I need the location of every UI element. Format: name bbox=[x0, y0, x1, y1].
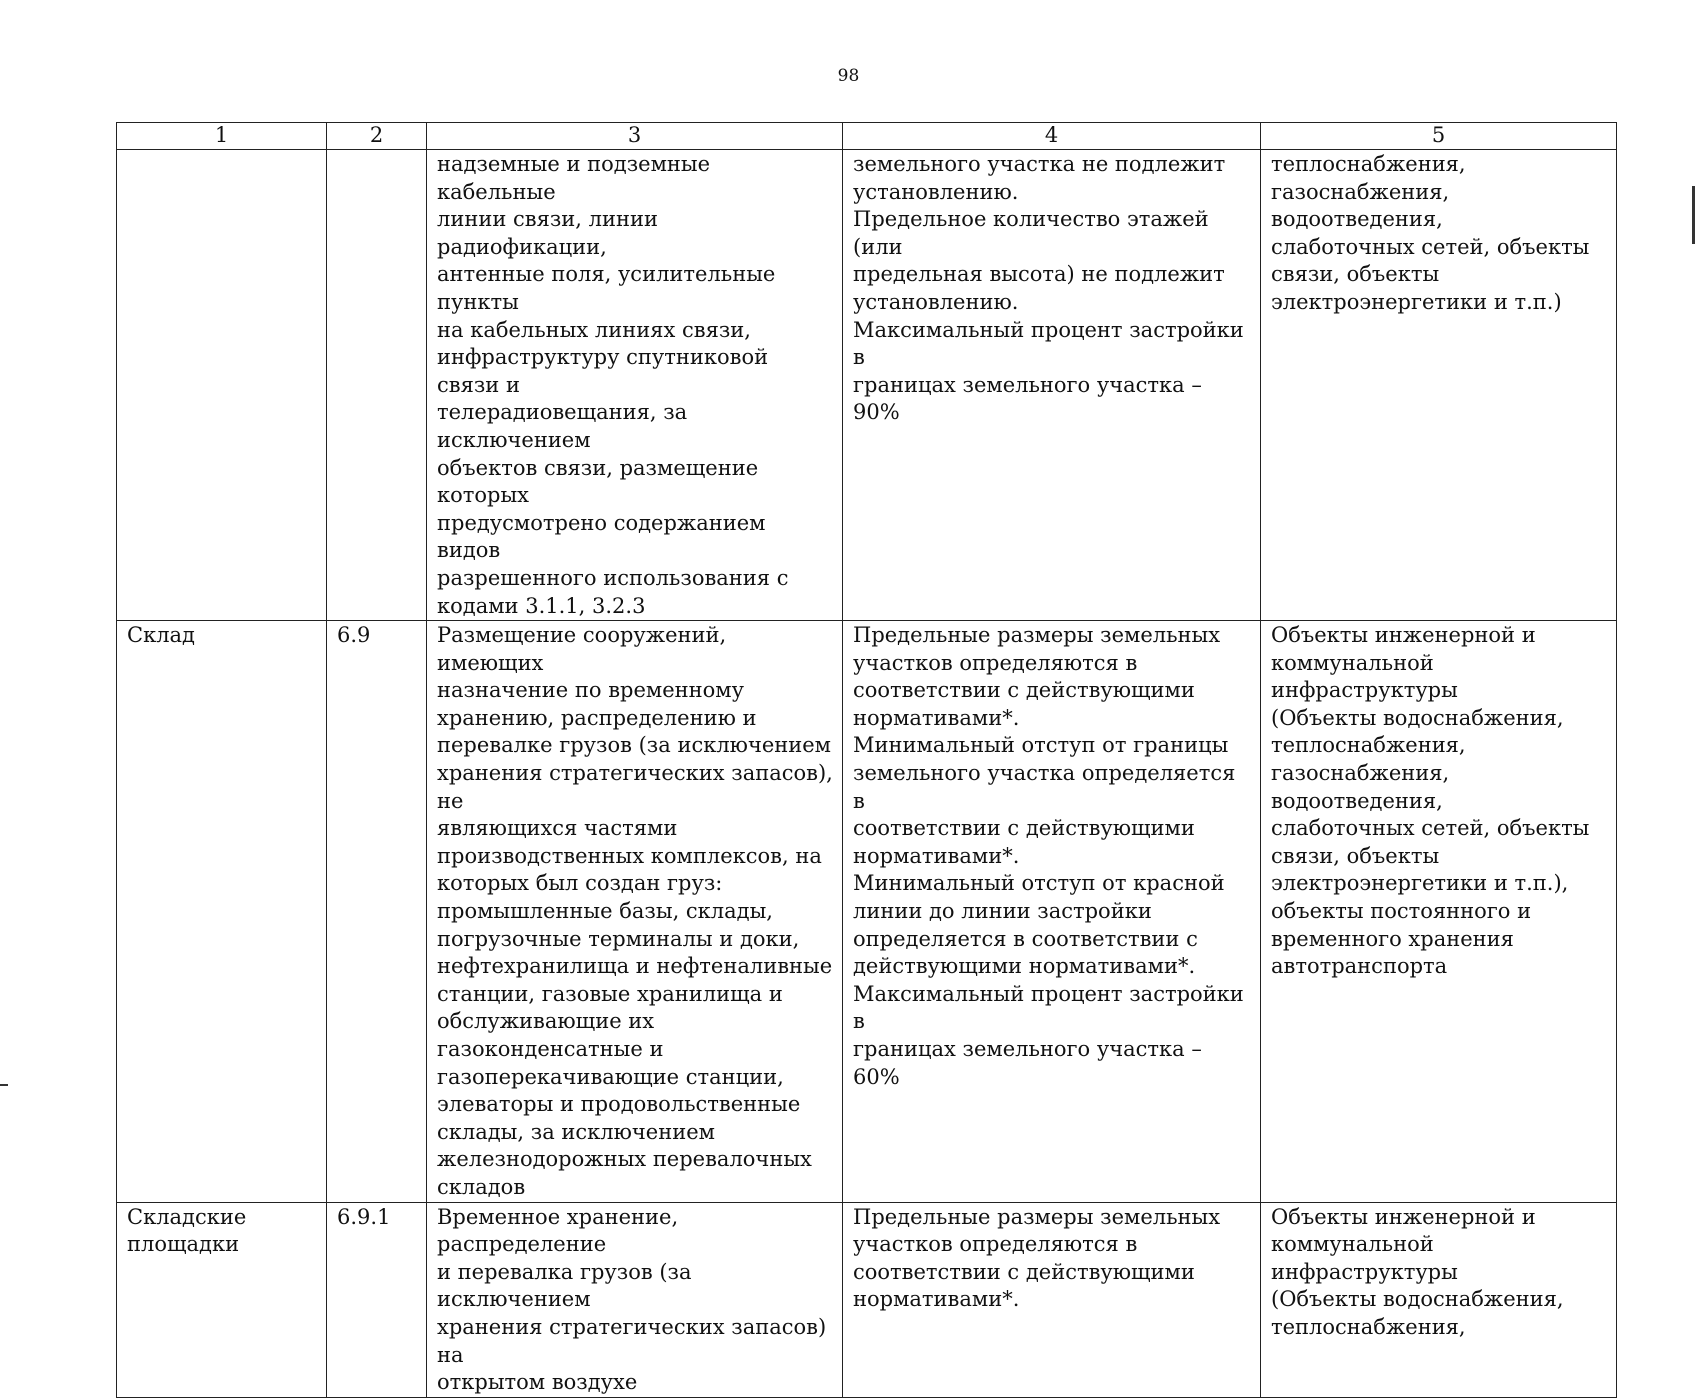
col-header-2: 2 bbox=[327, 123, 427, 150]
col-header-4: 4 bbox=[843, 123, 1261, 150]
col-header-1: 1 bbox=[117, 123, 327, 150]
table-row bbox=[117, 621, 1617, 1202]
auxiliary-use-cell: Объекты инженерной и коммунальной инфраструктуры (Объекты водоснабжения, теплоснабжения, газоснабжения, водоотведения, слаботочных сетей, объекты связи, объекты электроэнергетики и т.п.), объекты постоянного и временного хранения автотранспорта bbox=[1261, 621, 1617, 1202]
auxiliary-use-cell: Объекты инженерной и коммунальной инфраструктуры (Объекты водоснабжения, теплоснабжения, bbox=[1261, 1202, 1617, 1397]
scan-edge-mark bbox=[0, 1084, 8, 1086]
use-code-cell: 6.9 bbox=[327, 621, 427, 1202]
use-description-cell: Временное хранение, распределение и перевалка грузов (за исключением хранения стратегических запасов) на открытом воздухе bbox=[427, 1202, 843, 1397]
use-name-cell bbox=[117, 150, 327, 621]
parameters-cell: земельного участка не подлежит установлению. Предельное количество этажей (или предельная высота) не подлежит установлению. Максимальный процент застройки в границах земельного участка – 90% bbox=[843, 150, 1261, 621]
use-name-cell: Склад bbox=[117, 621, 327, 1202]
use-code-cell: 6.9.1 bbox=[327, 1202, 427, 1397]
parameters-cell: Предельные размеры земельных участков определяются в соответствии с действующими нормативами*. Минимальный отступ от границы земельного участка определяется в соответствии с действующими нормативами*. Минимальный отступ от красной линии до линии застройки определяется в соответствии с действующими нормативами*. Максимальный процент застройки в границах земельного участка – 60% bbox=[843, 621, 1261, 1202]
regulations-table bbox=[116, 122, 1617, 1398]
use-description-cell: надземные и подземные кабельные линии связи, линии радиофикации, антенные поля, усилительные пункты на кабельных линиях связи, инфраструктуру спутниковой связи и телерадиовещания, за исключением объектов связи, размещение которых предусмотрено содержанием видов разрешенного использования с кодами 3.1.1, 3.2.3 bbox=[427, 150, 843, 621]
header-row bbox=[117, 123, 1617, 150]
table-row bbox=[117, 1202, 1617, 1397]
parameters-cell: Предельные размеры земельных участков определяются в соответствии с действующими нормативами*. bbox=[843, 1202, 1261, 1397]
scan-edge-mark bbox=[1692, 186, 1695, 244]
use-name-cell: Складские площадки bbox=[117, 1202, 327, 1397]
table-row bbox=[117, 150, 1617, 621]
use-description-cell: Размещение сооружений, имеющих назначение по временному хранению, распределению и перевалке грузов (за исключением хранения стратегических запасов), не являющихся частями производственных комплексов, на которых был создан груз: промышленные базы, склады, погрузочные терминалы и доки, нефтехранилища и нефтеналивные станции, газовые хранилища и обслуживающие их газоконденсатные и газоперекачивающие станции, элеваторы и продовольственные склады, за исключением железнодорожных перевалочных складов bbox=[427, 621, 843, 1202]
auxiliary-use-cell: теплоснабжения, газоснабжения, водоотведения, слаботочных сетей, объекты связи, объекты электроэнергетики и т.п.) bbox=[1261, 150, 1617, 621]
col-header-5: 5 bbox=[1261, 123, 1617, 150]
page-number: 98 bbox=[837, 66, 860, 86]
col-header-3: 3 bbox=[427, 123, 843, 150]
use-code-cell bbox=[327, 150, 427, 621]
